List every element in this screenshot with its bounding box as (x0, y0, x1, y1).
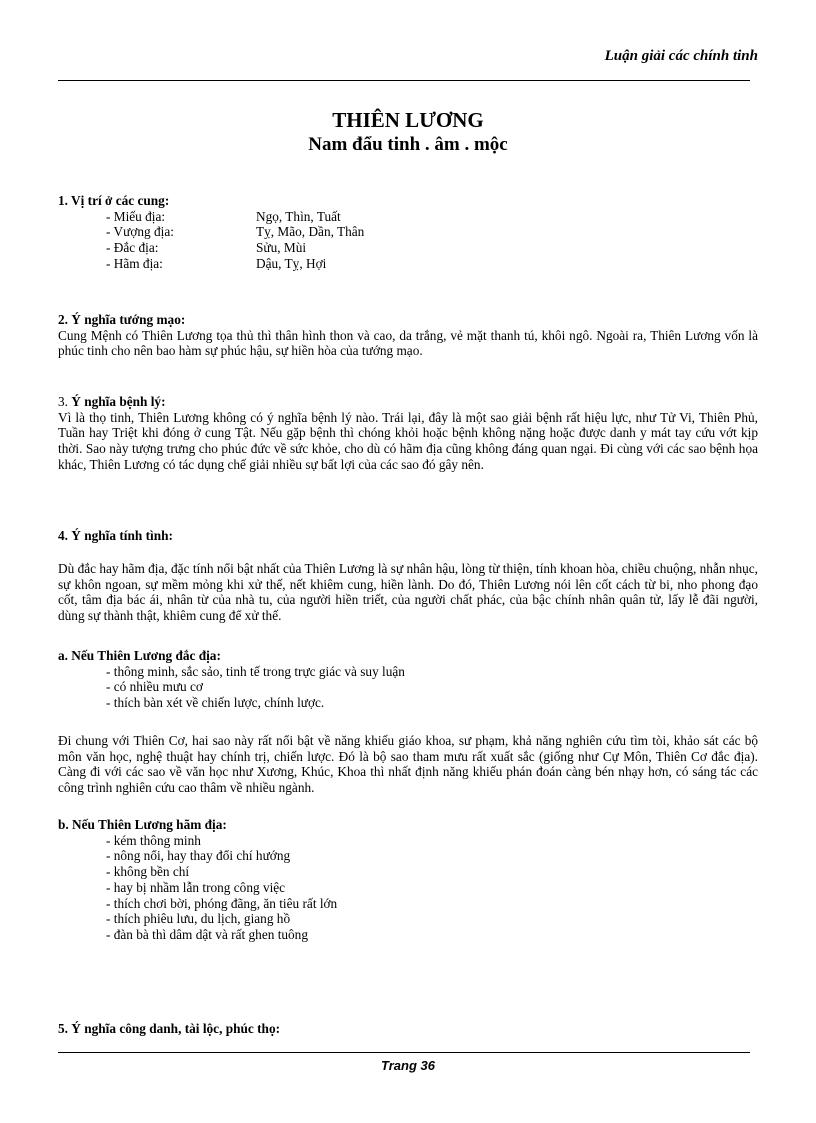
section-4b (58, 817, 758, 943)
page-subtitle: Nam đẩu tinh . âm . mộc (308, 134, 508, 155)
section-1-heading: 1. Vị trí ở các cung: (58, 193, 170, 208)
section-3-text: Vì là thọ tinh, Thiên Lương không có ý nghĩa bệnh lý nào. Trái lại, đây là một sao giải bệnh rất hiệu lực, như Tử Vi, Thiên Phủ, Tuần hay Triệt khi đóng ở cung Tật. Nếu gặp bệnh thì chóng khỏi hoặc bệnh không nặng hoặc được danh y mát tay cứu vớt kịp thời. Sao này tượng trưng cho phúc đức về sức khỏe, cho dù có hãm địa cũng không đáng quan ngại. Đi cùng với các sao bệnh họa khác, Thiên Lương có tác dụng chế giải nhiều sự bất lợi của các sao đó gây nên. (58, 409, 758, 472)
section-4a-paragraph (58, 733, 758, 796)
section-2-heading: 2. Ý nghĩa tướng mạo: (58, 312, 186, 327)
list-item: - thích phiêu lưu, du lịch, giang hồ (106, 911, 291, 927)
list-item: - nông nổi, hay thay đổi chí hướng (106, 848, 291, 864)
section-2 (58, 312, 758, 359)
section-4b-heading: b. Nếu Thiên Lương hãm địa: (58, 817, 227, 832)
running-header: Luận giải các chính tinh (604, 48, 758, 64)
position-label: - Hãm địa: (106, 255, 163, 271)
section-3-heading-text: Ý nghĩa bệnh lý: (71, 394, 166, 409)
list-item: - đàn bà thì dâm dật và rất ghen tuông (106, 926, 308, 942)
position-value: Ngọ, Thìn, Tuất (256, 208, 341, 224)
section-4-heading-block (58, 528, 758, 544)
section-3-number: 3. (58, 394, 72, 409)
position-row (58, 209, 758, 225)
list-item: - thích bàn xét về chiến lược, chính lược. (106, 695, 325, 711)
section-4a (58, 648, 758, 711)
section-3-heading (58, 394, 758, 410)
section-2-text: Cung Mệnh có Thiên Lương tọa thủ thì thân hình thon và cao, da trắng, vẻ mặt thanh tú, khôi ngô. Ngoài ra, Thiên Lương vốn là phúc tinh cho nên bao hàm sự phúc hậu, sự hiền hòa của tướng mạo. (58, 327, 758, 359)
position-row (58, 224, 758, 240)
section-4a-heading: a. Nếu Thiên Lương đắc địa: (58, 648, 221, 663)
position-label: - Miếu địa: (106, 208, 166, 224)
position-row (58, 256, 758, 272)
section-4-text: Dù đắc hay hãm địa, đặc tính nổi bật nhất của Thiên Lương là sự nhân hậu, lòng từ thiện, tính khoan hòa, chiều chuộng, nhẫn nhục, sự khôn ngoan, sự mềm mỏng khi xử thế, nết khiêm cung, hiền lành. Do đó, Thiên Lương nói lên cốt cách từ bi, nho phong đạo cốt, tâm địa bác ái, nhân từ của nhà tu, của người hiền triết, của người chất phác, của bậc chính nhân quân tử, lấy lễ đãi người, dùng sự thành thật, khiêm cung để xử thế. (58, 561, 758, 624)
position-label: - Vượng địa: (106, 224, 174, 240)
section-3 (58, 394, 758, 473)
section-5-heading: 5. Ý nghĩa công danh, tài lộc, phúc thọ: (58, 1021, 281, 1036)
footer-rule (58, 1052, 750, 1053)
position-label: - Đắc địa: (106, 240, 159, 256)
position-value: Sửu, Mùi (256, 240, 307, 256)
list-item: - có nhiều mưu cơ (106, 679, 203, 695)
section-5 (58, 1021, 758, 1037)
position-row (58, 240, 758, 256)
section-4-heading: 4. Ý nghĩa tính tình: (58, 528, 173, 543)
position-value: Tỵ, Mão, Dần, Thân (256, 224, 365, 240)
page-number: Trang 36 (381, 1058, 435, 1073)
header-rule (58, 80, 750, 81)
section-4a-text: Đi chung với Thiên Cơ, hai sao này rất nổi bật về năng khiếu giáo khoa, sư phạm, khả năng nghiên cứu tìm tòi, khảo sát các bộ môn văn học, nghệ thuật hay chính trị, chiến lược. Đó là bộ sao tham mưu rất xuất sắc (giống như Cự Môn, Thiên Cơ đắc địa). Càng đi với các sao về văn học như Xương, Khúc, Khoa thì nhất định năng khiếu phán đoán càng bén nhạy hơn, có sáng tác các công trình nghiên cứu cao thâm về nhiều ngành. (58, 733, 758, 796)
section-4-intro (58, 561, 758, 624)
list-item: - không bền chí (106, 864, 190, 880)
list-item: - thích chơi bời, phóng đãng, ăn tiêu rất lớn (106, 895, 338, 911)
list-item: - thông minh, sắc sảo, tinh tế trong trực giác và suy luận (106, 663, 405, 679)
page-title: THIÊN LƯƠNG (332, 108, 484, 132)
position-value: Dậu, Tỵ, Hợi (256, 255, 327, 271)
section-1 (58, 193, 758, 272)
list-item: - hay bị nhầm lẫn trong công việc (106, 879, 286, 895)
list-item: - kém thông minh (106, 832, 201, 848)
